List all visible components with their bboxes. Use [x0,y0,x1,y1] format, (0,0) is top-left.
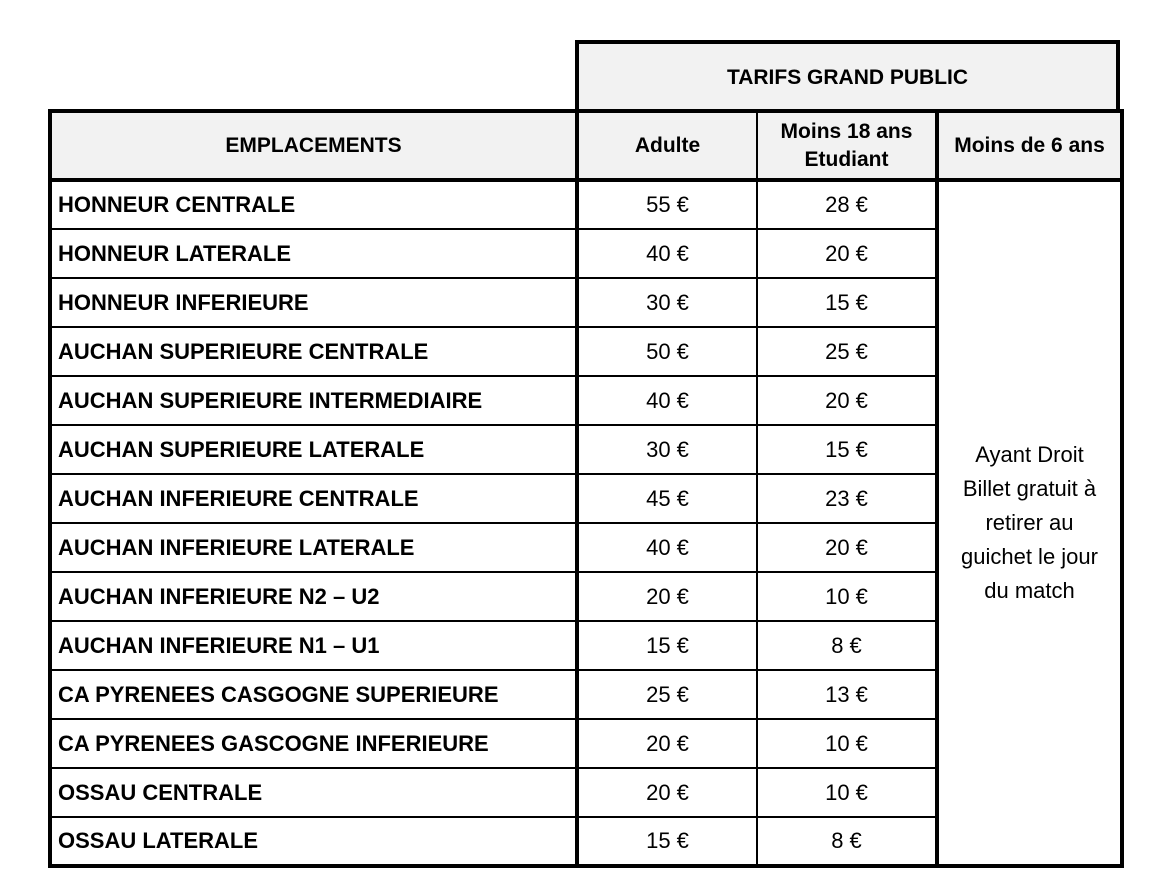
moins6-note-line4: guichet le jour [961,544,1098,569]
row-emplacement: OSSAU LATERALE [50,817,577,866]
row-price-adulte: 50 € [577,327,757,376]
row-emplacement: AUCHAN INFERIEURE CENTRALE [50,474,577,523]
col-header-adulte: Adulte [577,111,757,180]
col-header-emplacements: EMPLACEMENTS [50,111,577,180]
row-price-adulte: 30 € [577,278,757,327]
row-price-adulte: 15 € [577,621,757,670]
row-emplacement: HONNEUR INFERIEURE [50,278,577,327]
row-price-moins18: 20 € [757,376,937,425]
row-price-moins18: 13 € [757,670,937,719]
row-price-moins18: 10 € [757,719,937,768]
moins6-note-line2: Billet gratuit à [962,476,1097,501]
row-price-moins18: 15 € [757,278,937,327]
row-emplacement: AUCHAN SUPERIEURE INTERMEDIAIRE [50,376,577,425]
row-price-moins18: 23 € [757,474,937,523]
row-emplacement: CA PYRENEES GASCOGNE INFERIEURE [50,719,577,768]
row-price-moins18: 8 € [757,817,937,866]
row-emplacement: HONNEUR LATERALE [50,229,577,278]
row-emplacement: HONNEUR CENTRALE [50,180,577,229]
row-price-moins18: 28 € [757,180,937,229]
row-price-adulte: 25 € [577,670,757,719]
col-header-moins18 [757,111,937,180]
row-price-moins18: 10 € [757,572,937,621]
row-price-adulte: 20 € [577,768,757,817]
row-emplacement: OSSAU CENTRALE [50,768,577,817]
group-header-tarifs: TARIFS GRAND PUBLIC [575,40,1120,112]
row-price-adulte: 40 € [577,229,757,278]
row-emplacement: CA PYRENEES CASGOGNE SUPERIEURE [50,670,577,719]
row-price-adulte: 20 € [577,719,757,768]
col-header-moins6: Moins de 6 ans [937,111,1122,180]
row-price-moins18: 8 € [757,621,937,670]
moins6-note-line3: retirer au [985,510,1074,535]
table-body [50,180,1122,866]
row-price-moins18: 20 € [757,229,937,278]
row-emplacement: AUCHAN SUPERIEURE CENTRALE [50,327,577,376]
moins6-note-line1: Ayant Droit [975,442,1084,467]
col-header-moins18-line1: Moins 18 ans [780,119,913,143]
row-price-moins18: 25 € [757,327,937,376]
row-price-adulte: 55 € [577,180,757,229]
header-row [50,111,1122,180]
row-price-adulte: 40 € [577,376,757,425]
row-emplacement: AUCHAN SUPERIEURE LATERALE [50,425,577,474]
row-price-adulte: 45 € [577,474,757,523]
tarifs-table [48,109,1124,868]
row-price-moins18: 10 € [757,768,937,817]
moins6-note-line5: du match [984,578,1075,603]
row-price-adulte: 30 € [577,425,757,474]
row-emplacement: AUCHAN INFERIEURE N1 – U1 [50,621,577,670]
row-emplacement: AUCHAN INFERIEURE LATERALE [50,523,577,572]
row-price-adulte: 20 € [577,572,757,621]
row-price-moins18: 20 € [757,523,937,572]
table-row [50,180,1122,229]
row-emplacement: AUCHAN INFERIEURE N2 – U2 [50,572,577,621]
row-price-moins18: 15 € [757,425,937,474]
col-header-moins18-line2: Etudiant [804,147,889,171]
moins6-note [937,180,1122,866]
row-price-adulte: 15 € [577,817,757,866]
row-price-adulte: 40 € [577,523,757,572]
